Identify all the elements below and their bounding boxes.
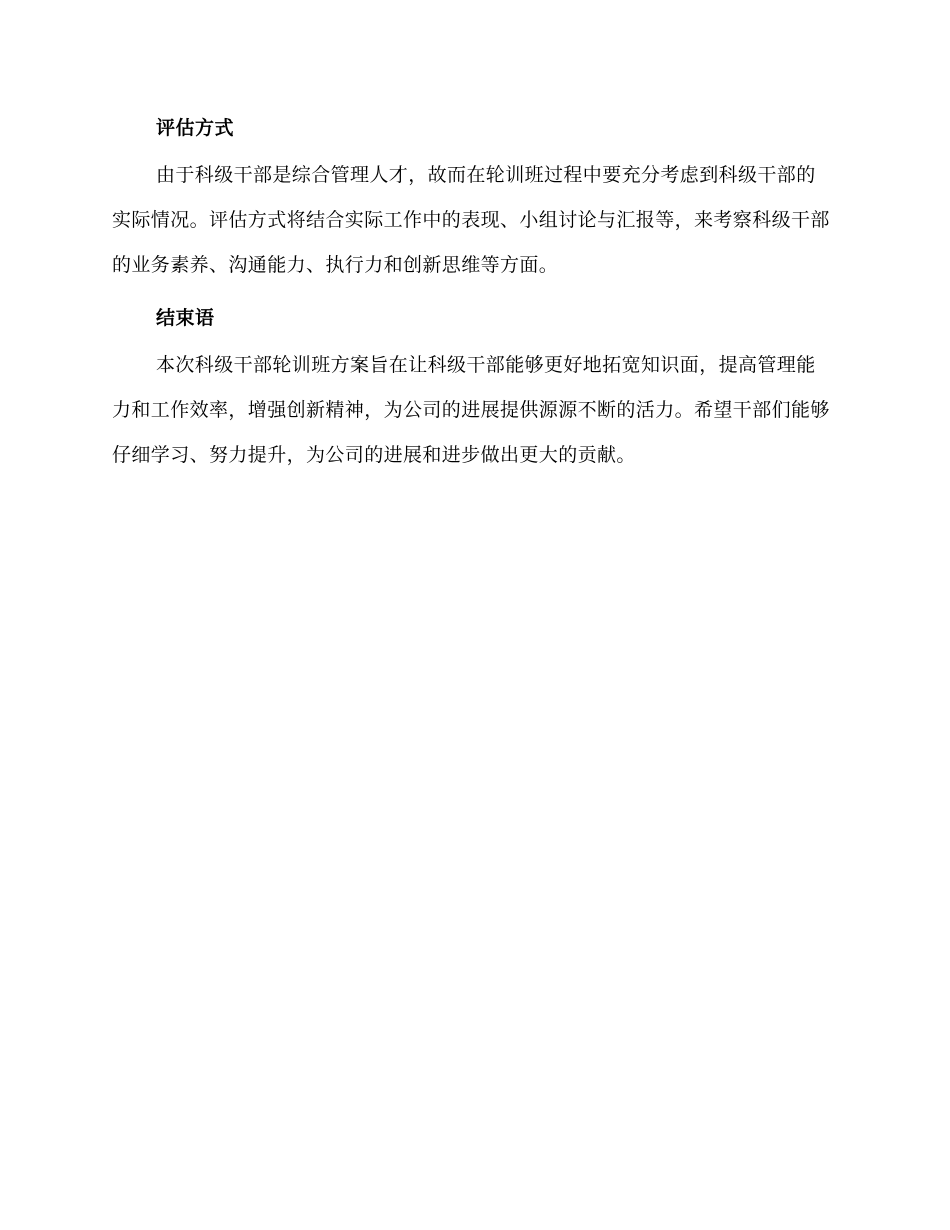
section-heading-conclusion: 结束语 [156,307,215,329]
section-heading-evaluation: 评估方式 [156,117,235,139]
section-paragraph-conclusion: 本次科级干部轮训班方案旨在让科级干部能够更好地拓宽知识面，提高管理能力和工作效率，增强创新精神，为公司的进展提供源源不断的活力。希望干部们能够仔细学习、努力提升，为公司的进展和进步做出更大的贡献。 [112,354,830,466]
document-page [112,108,832,478]
section-paragraph-evaluation: 由于科级干部是综合管理人才，故而在轮训班过程中要充分考虑到科级干部的实际情况。评估方式将结合实际工作中的表现、小组讨论与汇报等，来考察科级干部的业务素养、沟通能力、执行力和创新思维等方面。 [112,164,830,276]
